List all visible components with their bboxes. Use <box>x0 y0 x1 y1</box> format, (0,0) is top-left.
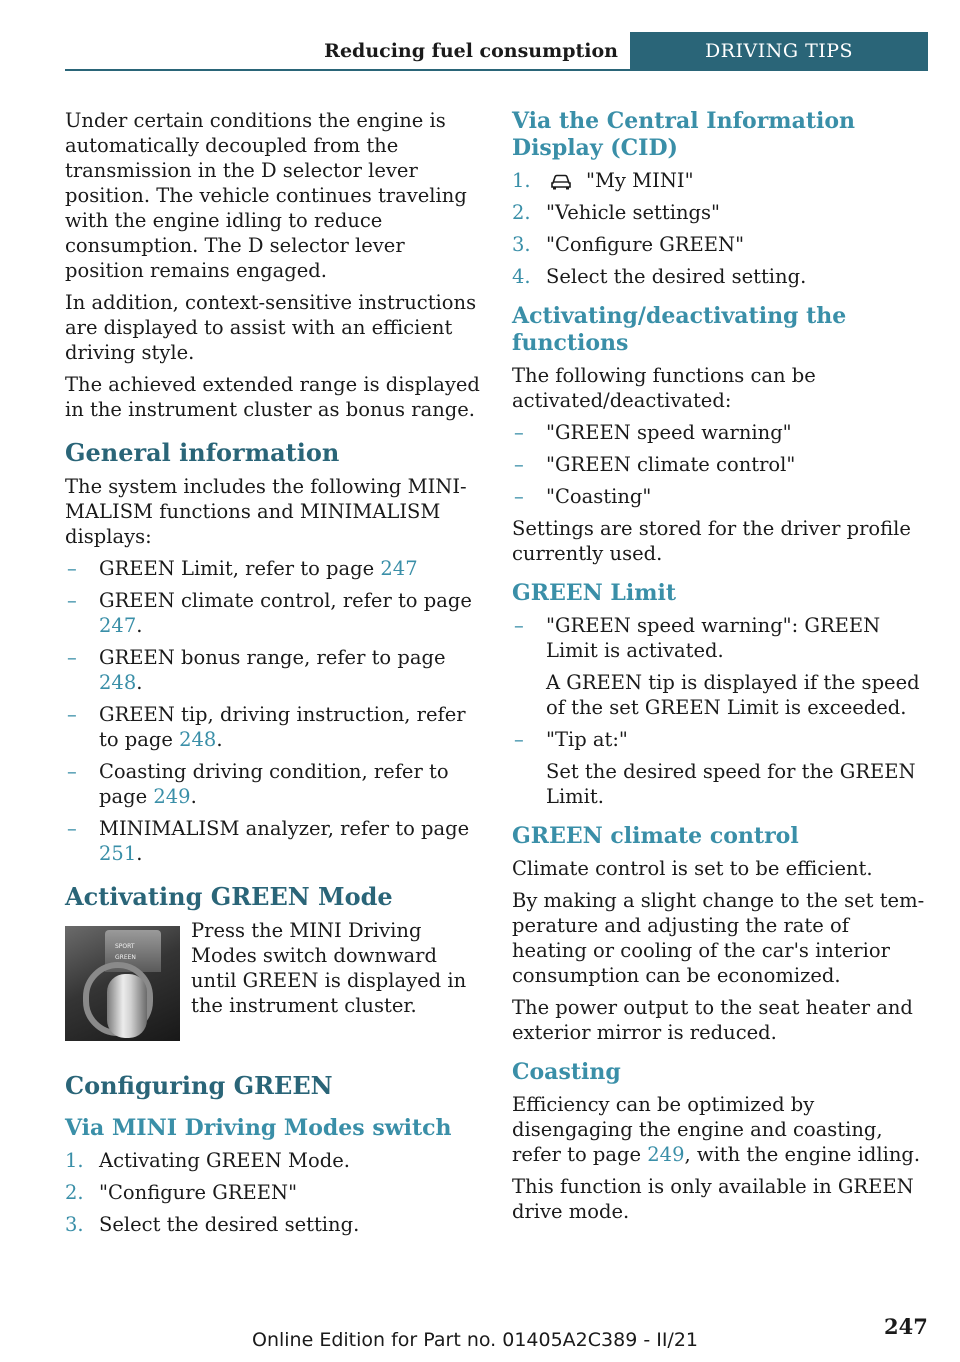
list-item: – GREEN Limit, refer to page 247 <box>65 556 480 581</box>
via-switch-heading: Via MINI Driving Modes switch <box>65 1115 452 1141</box>
list-item-detail: A GREEN tip is displayed if the speed of the set GREEN Limit is exceeded. <box>546 671 920 719</box>
switch-green-label: GREEN <box>115 954 136 961</box>
page-link[interactable]: 247 <box>99 614 137 637</box>
list-item: 3. Select the desired setting. <box>65 1213 360 1236</box>
cid-steps-list <box>512 168 927 289</box>
list-item: – "Coasting" <box>512 484 927 509</box>
via-cid-heading: Via the Central Information Display (CID) <box>512 108 856 161</box>
green-limit-heading: GREEN Limit <box>512 580 677 606</box>
driving-modes-switch-image <box>65 926 180 1041</box>
list-item: – GREEN bonus range, refer to page 248. <box>65 645 480 695</box>
functions-list <box>512 420 927 509</box>
list-item: – "GREEN speed warning" <box>512 420 927 445</box>
list-item: 1. "My MINI" <box>512 169 694 192</box>
list-item: 3. "Configure GREEN" <box>512 233 745 256</box>
intro-paragraph: In addition, context-sensitive instructions are displayed to assist with an efficient driving style. <box>65 291 477 364</box>
page-header <box>65 32 928 70</box>
switch-steps-list <box>65 1148 480 1237</box>
header-chapter-tab: DRIVING TIPS <box>630 32 928 71</box>
page-link[interactable]: 251 <box>99 842 137 865</box>
car-icon <box>550 174 572 190</box>
page-link[interactable]: 248 <box>99 671 137 694</box>
climate-paragraph: The power output to the seat heater and exterior mirror is reduced. <box>512 996 913 1044</box>
header-section-title: Reducing fuel consumption <box>324 40 618 62</box>
right-column <box>512 108 927 1231</box>
activating-green-block <box>65 918 480 1045</box>
list-item: – "GREEN climate control" <box>512 452 927 477</box>
general-information-heading: General information <box>65 438 340 467</box>
list-item: 1. Activating GREEN Mode. <box>65 1149 350 1172</box>
coasting-note: This function is only available in GREEN drive mode. <box>512 1175 914 1223</box>
page-number: 247 <box>884 1314 928 1339</box>
climate-paragraph: Climate control is set to be efficient. <box>512 857 873 880</box>
intro-paragraph: Under certain conditions the engine is automatically decoupled from the transmission in the D selector lever position. The vehicle continues traveling with the engine idling to reduce consumption. The D selector lever position remains engaged. <box>65 109 467 282</box>
functions-text: The following functions can be activated/deactivated: <box>512 364 816 412</box>
list-item: – "Tip at:" Set the desired speed for the GREEN Limit. <box>512 727 927 809</box>
switch-sport-label: SPORT <box>115 943 135 950</box>
activating-functions-heading: Activating/deactivating the functions <box>512 303 847 356</box>
header-rule <box>65 69 630 71</box>
page-link[interactable]: 247 <box>380 557 418 580</box>
page-link[interactable]: 249 <box>647 1143 685 1166</box>
climate-paragraph: By making a slight change to the set temperature and adjusting the rate of heating or cooling of the car's interior consumption can be economized. <box>512 889 925 987</box>
list-item: – GREEN tip, driving instruction, refer to page 248. <box>65 702 480 752</box>
list-item: 2. "Vehicle settings" <box>512 201 720 224</box>
intro-paragraph: The achieved extended range is displayed in the instrument cluster as bonus range. <box>65 373 480 421</box>
list-item-detail: Set the desired speed for the GREEN Limit. <box>546 760 916 808</box>
left-column <box>65 108 480 1244</box>
page-link[interactable]: 249 <box>153 785 191 808</box>
coasting-heading: Coasting <box>512 1059 621 1085</box>
list-item: – "GREEN speed warning": GREEN Limit is activated. A GREEN tip is displayed if the speed of the set GREEN Limit is exceeded. <box>512 613 927 720</box>
general-information-text: The system includes the following MINIMALISM functions and MINIMALISM displays: <box>65 475 467 548</box>
footer-edition: Online Edition for Part no. 01405A2C389 - II/21 <box>252 1329 699 1351</box>
switch-knob <box>107 974 147 1038</box>
activating-green-mode-heading: Activating GREEN Mode <box>65 882 393 911</box>
list-item: – GREEN climate control, refer to page 247. <box>65 588 480 638</box>
list-item: 4. Select the desired setting. <box>512 265 807 288</box>
page-link[interactable]: 248 <box>179 728 217 751</box>
list-item: 2. "Configure GREEN" <box>65 1181 298 1204</box>
configuring-green-heading: Configuring GREEN <box>65 1071 333 1100</box>
activating-green-text: Press the MINI Driving Modes switch downward until GREEN is displayed in the instrument cluster. <box>191 919 467 1017</box>
coasting-text: Efficiency can be optimized by disengaging the engine and coasting, refer to page 249, with the engine idling. <box>512 1093 921 1166</box>
green-limit-list <box>512 613 927 809</box>
list-item: – MINIMALISM analyzer, refer to page 251. <box>65 816 480 866</box>
functions-note: Settings are stored for the driver profile currently used. <box>512 517 911 565</box>
green-climate-heading: GREEN climate control <box>512 823 799 849</box>
minimalism-function-list <box>65 556 480 866</box>
list-item: – Coasting driving condition, refer to page 249. <box>65 759 480 809</box>
